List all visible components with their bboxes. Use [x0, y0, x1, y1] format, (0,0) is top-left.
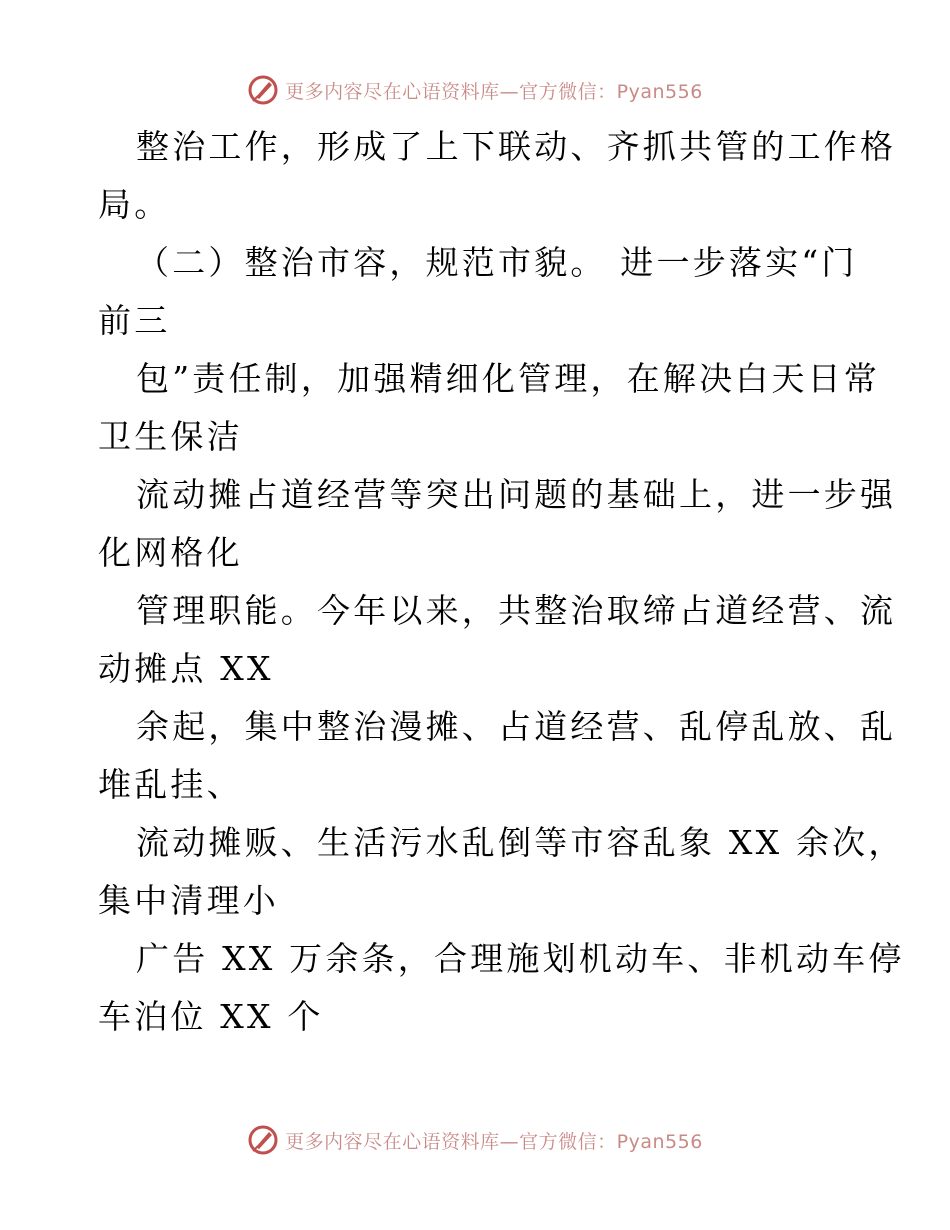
text-line: 卫生保洁	[98, 417, 243, 456]
header-watermark	[0, 70, 950, 110]
text-line: 前三	[98, 301, 171, 340]
text-line: 化网格化	[98, 533, 243, 572]
quill-logo-icon	[247, 74, 279, 106]
text-line: 车泊位 XX 个	[98, 997, 324, 1036]
watermark-text: 更多内容尽在心语资料库—官方微信：Pyan556	[285, 1130, 703, 1153]
text-line: 整治工作，形成了上下联动、齐抓共管的工作格	[136, 127, 897, 166]
text-line: 动摊点 XX	[98, 649, 274, 688]
text-line: 广告 XX 万余条，合理施划机动车、非机动车停	[136, 939, 905, 978]
watermark-text: 更多内容尽在心语资料库—官方微信：Pyan556	[285, 80, 703, 103]
text-line: （二）整治市容，规范市貌。 进一步落实“门	[136, 243, 858, 282]
text-line: 流动摊贩、生活污水乱倒等市容乱象 XX 余次，	[136, 823, 905, 862]
text-line: 包”责任制，加强精细化管理，在解决白天日常	[136, 359, 881, 398]
text-line: 集中清理小	[98, 881, 279, 920]
document-body	[98, 118, 905, 1046]
footer-watermark	[0, 1120, 950, 1160]
text-line: 管理职能。今年以来，共整治取缔占道经营、流	[136, 591, 897, 630]
quill-logo-icon	[247, 1124, 279, 1156]
text-line: 堆乱挂、	[98, 765, 243, 804]
text-line: 余起，集中整治漫摊、占道经营、乱停乱放、乱	[136, 707, 897, 746]
text-line: 流动摊占道经营等突出问题的基础上，进一步强	[136, 475, 897, 514]
text-line: 局。	[98, 185, 171, 224]
